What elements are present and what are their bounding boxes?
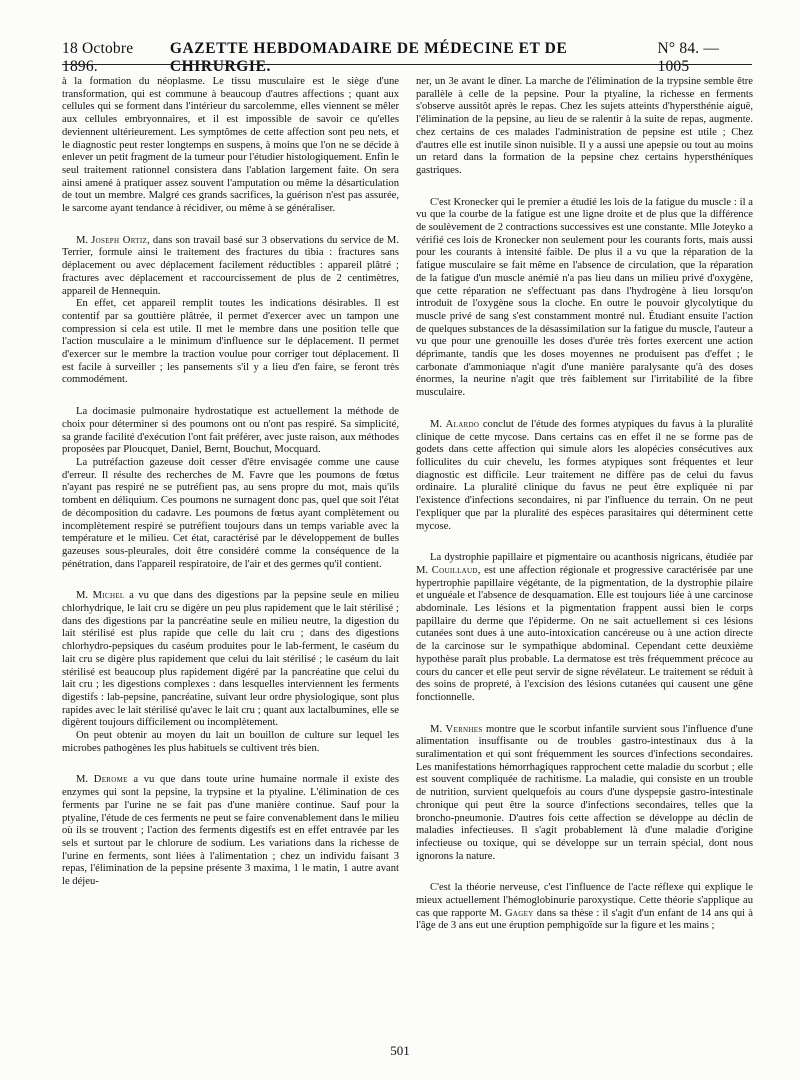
author-name: Vernhes <box>445 723 483 735</box>
paragraph-text: dans sa thèse : il s'agit d'un enfant de 14 ans qui à l'âge de 3 ans eut une éruption pemphigoïde sur la figure et les mains ; <box>416 907 753 932</box>
header-date: 18 Octobre 1896. <box>62 40 134 75</box>
author-name: Derome <box>93 774 128 786</box>
paragraph-lead: M. <box>430 418 446 430</box>
paragraph-lead: M. <box>430 723 446 735</box>
paragraph-text: On peut obtenir au moyen du lait un bouillon de culture sur lequel les microbes pathogènes les plus habituels se cultivent très bien. <box>62 730 399 754</box>
paragraph <box>62 76 399 216</box>
paragraph <box>62 298 399 387</box>
author-name: Gagey <box>504 907 534 919</box>
paragraph <box>62 730 399 755</box>
paragraph <box>62 590 399 730</box>
paragraph-lead: M. <box>76 234 92 246</box>
author-name: Joseph Ortiz <box>91 234 148 246</box>
author-name: Michel <box>92 590 125 602</box>
paragraph-text: La putréfaction gazeuse doit cesser d'être envisagée comme une cause d'erreur. Il résulte des recherches de M. Favre que les poumons de fœtus n'ayant pas respiré ne se putréfient pas, au sens propre du mot, mais qu'ils tombent en déliquium. Ces poumons ne surnagent donc pas, quel que soit l'état de décomposition du cadavre. Les poumons de fœtus ayant complètement ou incomplètement respiré se putréfient toujours dans un temps variable avec la température et le milieu. Cet état, caractérisé par le développement de bulles gazeuses sous-pleurales, doit être considéré comme la conséquence de la pénétration, dans l'appareil respiratoire, de l'air et des germes qu'il contient. <box>62 456 399 570</box>
paragraph <box>62 457 399 571</box>
paragraph-text: montre que le scorbut infantile survient sous l'influence d'une alimentation insuffisante ou de troubles gastro-intestinaux dus à la suralimentation et qui sont fréquemment les sources d'infections secondaires. Les manifestations hémorrhagiques rapprochent cette maladie du scorbut ; elle est souvent compliquée de rachitisme. La maladie, qui consiste en un trouble de nutrition, survient quelquefois au cours d'une dyspepsie gastro-intestinale chronique qui peut être la source d'infections secondaires, telles que la broncho-pneumonie. D'autres fois cette affection se développe au déclin de maladies infectieuses. Il s'agit probablement là d'une maladie d'origine infectieuse ou toxique, qui se développe sur un terrain spécial, dont nous ignorons la nature. <box>416 723 753 862</box>
header-rule <box>62 64 752 65</box>
paragraph <box>416 419 753 533</box>
running-head <box>62 40 752 75</box>
paragraph <box>416 724 753 864</box>
paragraph-lead: C'est la théorie nerveuse, c'est l'influence de l'acte réflexe qui explique le mieux actuellement l'hémoglobinurie paroxystique. Cette théorie s'applique au cas que rapporte M. <box>416 882 753 919</box>
paragraph-text: a vu que dans toute urine humaine normale il existe des enzymes qui sont la pepsine, la trypsine et la ptyaline. L'élimination de ces ferments par l'urine ne se fait pas d'une manière continue. Sauf pour la ptyaline, l'étude de ces ferments ne peut se faire convenablement dans le milieu où ils se trouvent ; l'action des ferments digestifs est en effet entravée par les sels et surtout par le chlorure de sodium. Les variations dans la richesse de l'urine en ferments, sont liées à l'alimentation ; chez un individu faisant 3 repas, l'élimination de la pepsine présente 3 maxima, 1 le matin, 1 autre avant le déjeu- <box>62 774 399 888</box>
paragraph-text: La docimasie pulmonaire hydrostatique est actuellement la méthode de choix pour déterminer si des poumons ont ou n'ont pas respiré. Sa simplicité, sa grande facilité d'exécution l'ont fait préférer, avec juste raison, aux méthodes proposées par Ploucquet, Daniel, Bernt, Bouchut, Mocquard. <box>62 406 399 456</box>
paragraph <box>416 552 753 704</box>
paragraph <box>416 197 753 400</box>
paragraph <box>62 235 399 299</box>
paragraph-text: ner, un 3e avant le dîner. La marche de l'élimination de la trypsine semble être parallèle à celle de la pepsine. Pour la ptyaline, la richesse en ferments s'observe aussitôt après le repas. Chez les sujets atteints d'hypersthénie aiguë, l'élimination de la pepsine, au lieu de se ralentir à la suite de repas, augmente. chez certains de ces malades l'administration de pepsine est utile ; Chez d'autres elle est inutile sinon nuisible. Il y a aussi une apepsie ou tout au moins un retard dans la formation de la pepsine chez certains hypersthéniques gastriques. <box>416 76 753 176</box>
page-folio: 501 <box>390 1043 410 1058</box>
paragraph <box>416 76 753 178</box>
paragraph-text: , est une affection régionale et progressive caractérisée par une hypertrophie papillaire végétante, de la pigmentation, de la dystrophie pilaire et unguéale et l'absence de desquamation. Elle est toujours liée à une carcinose abdominale. Les lésions et la pigmentation frappent aussi bien le corps papillaire du derme que l'épiderme. On ne sait actuellement si ces lésions cutanées sont dues à une auto-intoxication cancéreuse ou à une action directe de la carcinose sur le sympathique abdominal. Cependant cette deuxième hypothèse paraît plus probable. La dermatose est très fréquemment précoce au cours du cancer et elle peut servir de signe révélateur. Le traitement se réduit à des soins de propreté, à l'excision des lésions cutanées qui causent une gêne fonctionnelle. <box>416 564 753 703</box>
paragraph-text: à la formation du néoplasme. Le tissu musculaire est le siège d'une transformation, qui est commune à beaucoup d'autres affections ; quant aux cellules qui se forment dans l'intérieur du sarcolemme, elles viennent se mêler aux cellules embryonnaires, et il est impossible de savoir ce qu'elles deviennent ultérieurement. Les symptômes de cette affection sont peu nets, et le diagnostic peut rester longtemps en suspens, à moins que l'on ne se décide à enlever un petit fragment de la tumeur pour l'étudier histologiquement. Enfin le seul traitement rationnel consistera dans l'ablation largement faite. On sera ainsi amené à pratiquer assez souvent l'amputation ou même la désarticulation de tout un membre. Malgré ces grands sacrifices, la guérison n'est pas assurée, le sarcome ayant tendance à récidiver, ou même à se généraliser. <box>62 76 399 215</box>
paragraph <box>62 406 399 457</box>
author-name: Alardo <box>445 418 480 430</box>
issue-number: N° 84. — 1005 <box>657 40 720 75</box>
right-column <box>416 76 753 1041</box>
paragraph-text: a vu que dans des digestions par la pepsine seule en milieu chlorhydrique, le lait cru se digère un peu plus rapidement que le lait stérilisé ; dans des digestions par la pancréatine seule en milieu neutre, la digestion du lait stérilisé est plus rapide que celle du lait cru ; dans des digestions chlorhydro-pepsiques du caséum produites pour le lab-ferment, le caséum du lait cru se digère plus rapidement que celui du lait stérilisé ; le caséum du lait stérilisé est beaucoup plus rapidement digéré par la pancréatine que celui du lait cru ; les digestions complexes : dans lesquelles interviennent les ferments digestifs : lab-pepsine, pancréatine, suivant leur ordre physiologique, sont plus rapides avec le lait stérilisé qu'avec le lait cru ; quant aux lactalbumines, elle se digèrent toujours difficilement ou incomplètement. <box>62 590 399 729</box>
paragraph-text: conclut de l'étude des formes atypiques du favus à la pluralité clinique de cette mycose. Dans certains cas en effet il ne se forme pas de godets dans cette affection qui simule alors les alopécies consécutives aux folliculites du cuir chevelu, les formes atypiques sont fréquentes et leur diagnostic est difficile. Leur traitement ne diffère pas de celui du favus ordinaire. La pluralité clinique du favus ne peut être expliquée ni par l'existence d'infections secondaires, ni par l'influence du terrain. On ne peut l'expliquer que par la pluralité des espèces parasitaires qui déterminent cette mycose. <box>416 418 753 532</box>
paragraph-text: , dans son travail basé sur 3 observations du service de M. Terrier, formule ainsi le traitement des fractures du tibia : fractures sans déplacement ou avec déplacement facilement réductibles : appareil plâtré ; fractures avec déplacement et raccourcissement de plus de 2 centimètres, appareil de Hennequin. <box>62 234 399 297</box>
paragraph-text: En effet, cet appareil remplit toutes les indications désirables. Il est contentif par sa gouttière plâtrée, il permet d'exercer avec un tampon une compression si cela est utile. Il met le membre dans une position telle que l'action musculaire a le minimum d'influence sur le déplacement. Il permet d'exercer sur le membre la traction voulue pour corriger tout déplacement. Il est facile à surveiller ; les pansements s'il y a lieu d'en faire, se feront très commodément. <box>62 298 399 386</box>
paragraph-text: C'est Kronecker qui le premier a étudié les lois de la fatigue du muscle : il a vu que la courbe de la fatigue est une ligne droite et de plus que la différence de soulèvement de 2 contractions successives est une constante. Mlle Joteyko a vérifié ces lois de Kronecker non seulement pour les courants forts, mais aussi pour les courants à intensité faible. De plus il a vu que la réparation de la fatigue musculaire se fait même en l'absence de circulation, que la réparation de la fatigue d'un muscle anémié n'a pas lieu dans un milieu privé d'oxygène, que cette réparation ne s'effectuant pas dans l'hydrogène à lieu lorsqu'on introduit de l'oxygène sous la cloche. En outre le pouvoir glycolytique du muscle privé de sang s'est constamment montré nul. Étudiant ensuite l'action de quelques substances de la désassimilation sur la fatigue du muscle, l'auteur a vu que pour une grenouille les doses d'urée très fortes exercent une action déprimante, tandis que les doses moyennes ne produisent pas d'effet ; le carbonate d'ammoniaque n'agit d'une manière paralysante qu'à des doses énormes, la neurine n'agit que très faiblement sur l'irritabilité de la fibre musculaire. <box>416 196 753 399</box>
paragraph-lead: M. <box>76 590 93 602</box>
left-column <box>62 76 399 1041</box>
paragraph <box>416 882 753 933</box>
paragraph-lead: M. <box>76 774 94 786</box>
paragraph-lead: La dystrophie papillaire et pigmentaire ou acanthosis nigricans, étudiée par M. <box>416 552 753 576</box>
author-name: Couillaud <box>431 564 478 576</box>
paragraph <box>62 774 399 888</box>
journal-title: GAZETTE HEBDOMADAIRE DE MÉDECINE ET DE CHIRURGIE. <box>169 40 568 75</box>
